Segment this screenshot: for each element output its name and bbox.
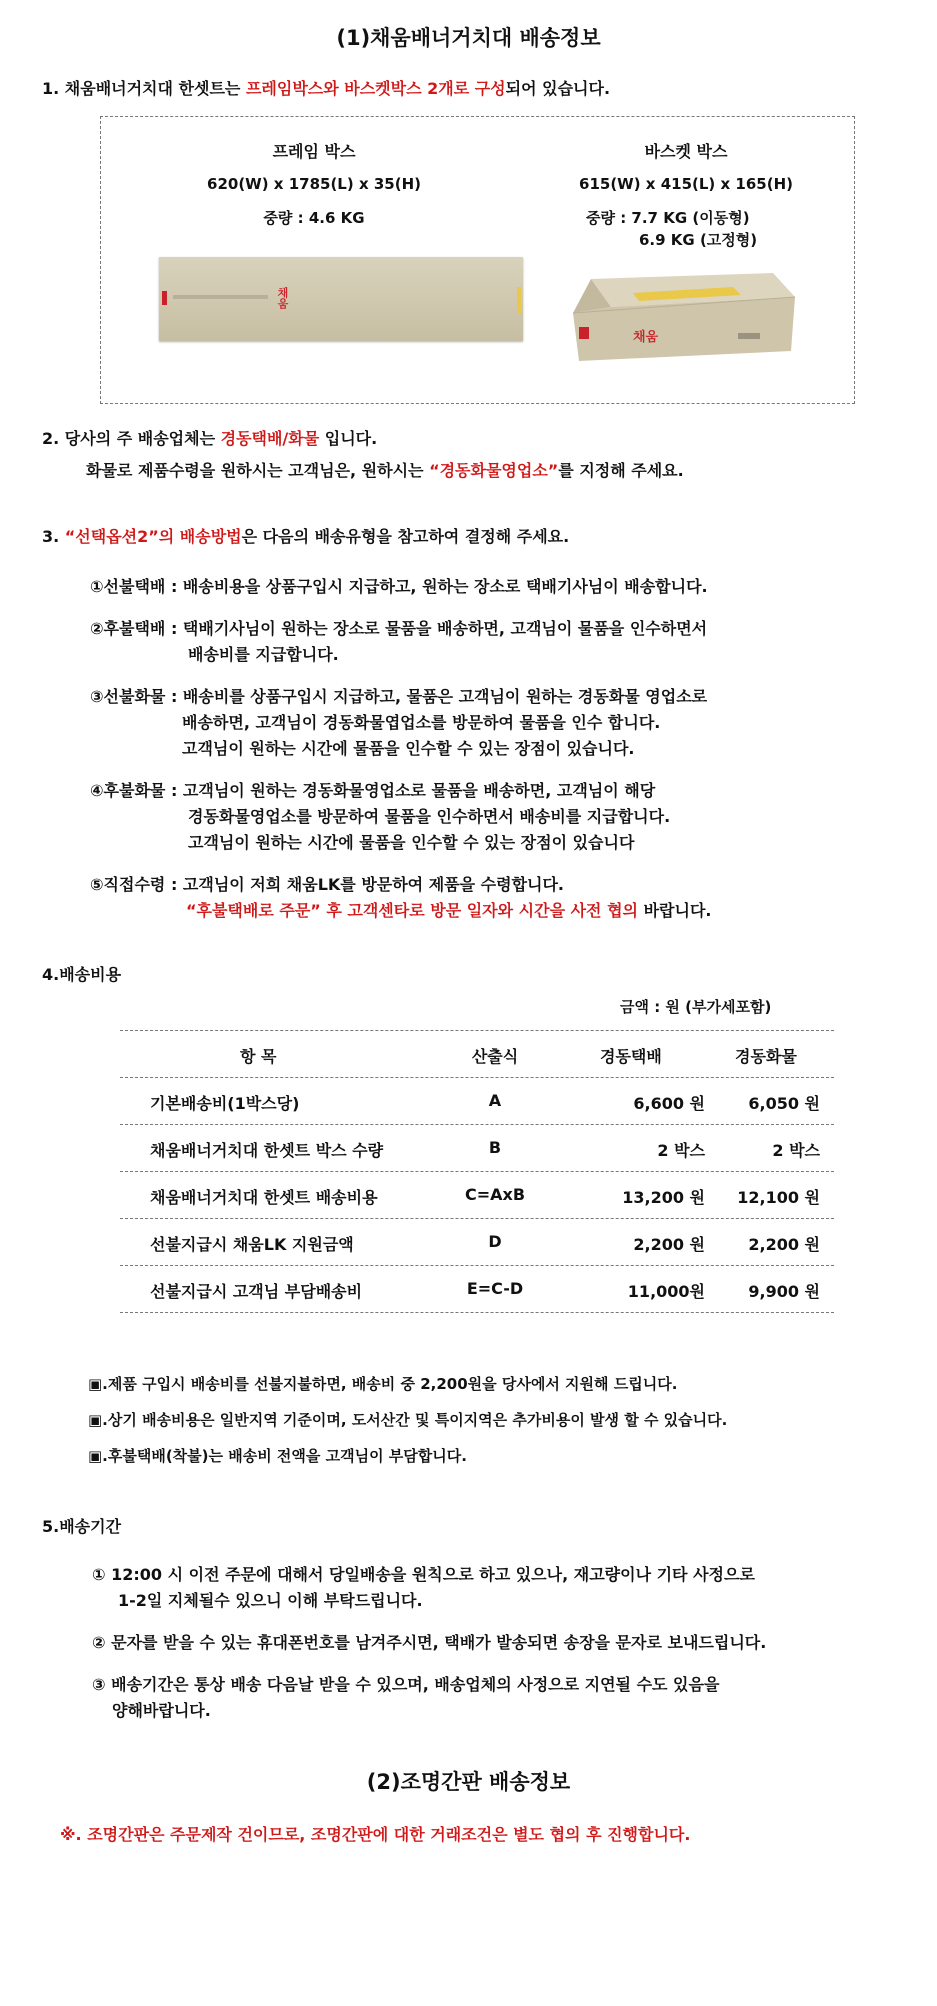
row-item: 선불지급시 채움LK 지원금액 [150,1235,354,1254]
section2-subline [86,458,684,481]
table-row [120,1219,834,1266]
option3-line1: ③선불화물 : 배송비를 상품구입시 지급하고, 물품은 고객님이 원하는 경동화물 영업소로 [90,687,708,706]
row-formula: C=AxB [464,1185,526,1204]
section2-title: (2)조명간판 배송정보 [366,1770,571,1794]
row-item: 채움배너거치대 한셋트 박스 수량 [150,1141,384,1160]
row-freight: 12,100 원 [737,1188,820,1207]
table-row [120,1172,834,1219]
frame-box-print-strip [173,295,268,299]
row-freight: 6,050 원 [748,1094,820,1113]
table-row [120,1125,834,1172]
option2-line2: 배송비를 지급합니다. [188,645,339,664]
row-courier: 11,000원 [627,1282,705,1301]
row-item: 선불지급시 고객님 부담배송비 [150,1282,363,1301]
frame-box-title: 프레임 박스 [272,142,356,161]
frame-box-dims: 620(W) x 1785(L) x 35(H) [207,175,421,193]
row-freight: 2 박스 [772,1141,820,1160]
row-formula: B [488,1138,502,1157]
col-header-freight: 경동화물 [735,1047,797,1066]
option3-line3: 고객님이 원하는 시간에 물품을 인수할 수 있는 장점이 있습니다. [182,739,635,758]
option5-line1: ⑤직접수령 : 고객님이 저희 채움LK를 방문하여 제품을 수령합니다. [90,875,565,894]
period-item3-line2: 양해바랍니다. [112,1701,211,1720]
row-item: 채움배너거치대 한셋트 배송비용 [150,1188,378,1207]
section1-text-end: 되어 있습니다. [505,79,611,98]
section3-text: 3. [42,527,65,546]
row-courier: 2 박스 [657,1141,705,1160]
row-formula: D [488,1232,502,1251]
period-item1-line2: 1-2일 지체될수 있으니 이해 부탁드립니다. [118,1591,423,1610]
col-header-courier: 경동택배 [600,1047,662,1066]
basket-box-logo: 채움 [633,330,659,345]
option5-highlight: “후불택배로 주문” 후 고객센타로 방문 일자와 시간을 사전 협의 [186,901,638,920]
table-header-row [120,1031,834,1078]
frame-box-image [159,257,523,341]
basket-box-image [573,265,798,365]
option2-line1: ②후불택배 : 택배기사님이 원하는 장소로 물품을 배송하면, 고객님이 물품을 인수하면서 [90,619,708,638]
section2-subline-text: 화물로 제품수령을 원하시는 고객님은, 원하시는 [86,461,430,480]
col-header-formula: 산출식 [471,1047,519,1066]
period-item1-line1: ① 12:00 시 이전 주문에 대해서 당일배송을 원칙으로 하고 있으나, 재고량이나 기타 사정으로 [92,1565,755,1584]
period-item3-line1: ③ 배송기간은 통상 배송 다음날 받을 수 있으며, 배송업체의 사정으로 지연될 수도 있음을 [92,1675,720,1694]
row-freight: 2,200 원 [748,1235,820,1254]
section1-highlight: 프레임박스와 바스켓박스 2개로 구성 [245,79,506,98]
note-cod: ▣.후불택배(착불)는 배송비 전액을 고객님이 부담합니다. [88,1447,467,1465]
basket-box-weight-mobile: 중량 : 7.7 KG (이동형) [586,209,750,227]
row-formula: A [488,1091,502,1110]
row-item: 기본배송비(1박스당) [150,1094,300,1113]
section3-text-end: 은 다음의 배송유형을 참고하여 결정해 주세요. [241,527,570,546]
page-title: (1)채움배너거치대 배송정보 [336,26,601,50]
section3-heading [42,524,569,547]
section1-heading [42,76,610,99]
frame-box-logo: 채움 [276,287,289,309]
unit-note: 금액 : 원 (부가세포함) [620,998,772,1016]
note-prepaid-support: ▣.제품 구입시 배송비를 선불지불하면, 배송비 중 2,200원을 당사에서 지원해 드립니다. [88,1375,678,1393]
row-courier: 2,200 원 [633,1235,705,1254]
option3-line2: 배송하면, 고객님이 경동화물엽업소를 방문하여 물품을 인수 합니다. [182,713,661,732]
note-regional-cost: ▣.상기 배송비용은 일반지역 기준이며, 도서산간 및 특이지역은 추가비용이 발생 할 수 있습니다. [88,1411,728,1429]
col-header-item: 항 목 [240,1047,277,1066]
row-freight: 9,900 원 [748,1282,820,1301]
option4-line2: 경동화물영업소를 방문하여 물품을 인수하면서 배송비를 지급합니다. [188,807,671,826]
row-courier: 13,200 원 [622,1188,705,1207]
basket-box-dims: 615(W) x 415(L) x 165(H) [579,175,793,193]
basket-box-weight-fixed: 6.9 KG (고정형) [639,231,758,249]
option4-line3: 고객님이 원하는 시간에 물품을 인수할 수 있는 장점이 있습니다 [188,833,635,852]
section2-subline-highlight: “경동화물영업소” [429,461,559,480]
frame-box-tape-mark [162,291,167,305]
option1: ①선불택배 : 배송비용을 상품구입시 지급하고, 원하는 장소로 택배기사님이 배송합니다. [90,577,708,596]
signboard-notice: ※. 조명간판은 주문제작 건이므로, 조명간판에 대한 거래조건은 별도 협의 후 진행합니다. [60,1825,691,1844]
frame-box-tape-end [517,287,521,313]
table-row [120,1266,834,1313]
section1-text: 1. 채움배너거치대 한셋트는 [42,79,246,98]
section2-heading [42,426,377,449]
section4-heading: 4.배송비용 [42,965,122,984]
row-formula: E=C-D [466,1279,524,1298]
section3-highlight: “선택옵션2”의 배송방법 [64,527,242,546]
frame-box-weight: 중량 : 4.6 KG [263,209,365,227]
section2-text: 2. 당사의 주 배송업체는 [42,429,221,448]
basket-box-drawing [573,265,798,365]
table-row [120,1078,834,1125]
section2-text-end: 입니다. [319,429,378,448]
box-info-panel [100,116,855,404]
row-courier: 6,600 원 [633,1094,705,1113]
option4-line1: ④후불화물 : 고객님이 원하는 경동화물영업소로 물품을 배송하면, 고객님이 해당 [90,781,656,800]
section5-heading: 5.배송기간 [42,1517,122,1536]
section2-subline-end: 를 지정해 주세요. [558,461,684,480]
section2-highlight: 경동택배/화물 [220,429,320,448]
basket-box-title: 바스켓 박스 [644,142,728,161]
option5-end: 바랍니다. [638,901,712,920]
option5-line2 [186,898,711,921]
period-item2: ② 문자를 받을 수 있는 휴대폰번호를 남겨주시면, 택배가 발송되면 송장을 문자로 보내드립니다. [92,1633,767,1652]
